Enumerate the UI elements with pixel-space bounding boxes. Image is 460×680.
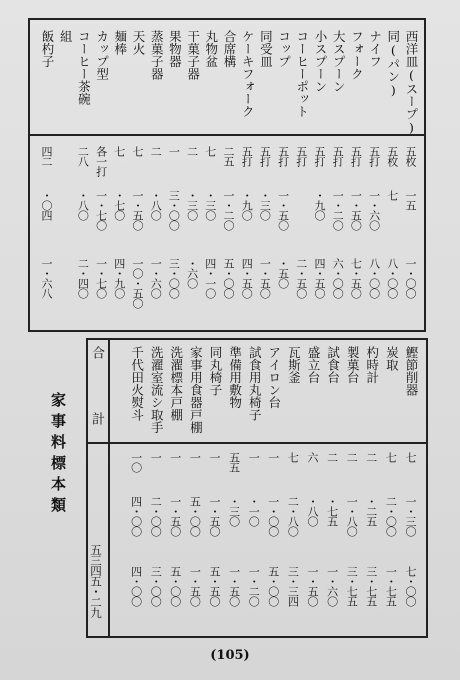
table1-item-label: 組 <box>58 30 74 43</box>
table1-item-label: 西洋皿(スープ) <box>404 30 419 135</box>
table2-unit-price: ・三〇 <box>227 496 241 526</box>
table2-unit-price: 五・〇〇 <box>188 496 202 536</box>
table2-unit-price: ・一〇 <box>247 496 261 526</box>
table2-quantity: 一 <box>149 452 163 462</box>
table1-amount: 一・六〇 <box>149 258 163 298</box>
table1-amount: 一・五〇 <box>258 258 272 298</box>
table1-quantity: 五打 <box>294 146 308 166</box>
table2-item-label: 同丸椅子 <box>208 346 223 396</box>
table1-unit-price: 一・二〇 <box>222 190 235 230</box>
table1-quantity: 五打 <box>276 146 290 166</box>
table2-header-divider <box>86 442 426 444</box>
table1-item-label: 麺棒 <box>112 30 128 55</box>
table2-quantity: 七 <box>404 452 417 462</box>
table1-quantity: 五枚 <box>385 146 399 166</box>
table1-unit-price: ・三〇 <box>258 190 272 220</box>
table2-amount: 一・七五 <box>384 566 398 606</box>
table1-item-label: 蒸菓子器 <box>149 30 165 80</box>
table2-quantity: 七 <box>384 452 398 462</box>
table2-item-label: 準備用敷物 <box>227 346 243 409</box>
table1-item-label: カップ型 <box>94 30 110 80</box>
table1-unit-price: 一・五〇 <box>131 190 144 230</box>
table2-amount: 三・〇〇 <box>149 566 163 606</box>
table1-unit-price: ・九〇 <box>313 190 326 220</box>
table2-unit-price: 一・五〇 <box>208 496 221 536</box>
table2-item-label: 杓時計 <box>364 346 380 384</box>
table1-amount: 二・五〇 <box>294 258 308 298</box>
table2-amount: 一・六〇 <box>325 566 339 606</box>
side-title: 家事料標本類 <box>49 392 67 518</box>
table1-quantity: 四二 <box>40 146 53 166</box>
table1-item-label: コップ <box>276 30 292 68</box>
table1-amount: 一・七〇 <box>94 258 108 298</box>
table2-quantity: 一 <box>247 452 261 462</box>
table2-quantity: 二 <box>345 452 359 462</box>
table1-unit-price: ・〇四 <box>40 190 53 220</box>
table2-total-divider <box>108 338 110 636</box>
table1-item-label: 大スプーン <box>331 30 347 93</box>
table1-amount: 五・〇〇 <box>222 258 235 298</box>
table1-item-label: 同受皿 <box>258 30 274 68</box>
table1-amount: 四・五〇 <box>240 258 254 298</box>
table1-amount: ・五〇 <box>276 258 290 288</box>
table1-item-label: 合席構 <box>222 30 237 68</box>
table1-amount: 四・一〇 <box>203 258 217 298</box>
table1-unit-price: ・九〇 <box>240 190 254 220</box>
table2-amount: 一・五〇 <box>227 566 241 606</box>
table2-item-label: 瓦斯釜 <box>286 346 302 384</box>
table1-item-label: 小スプーン <box>313 30 328 93</box>
table1-amount: 八・〇〇 <box>385 258 399 298</box>
table1-item-label: 果物器 <box>167 30 183 68</box>
table2-quantity: 二 <box>364 452 378 462</box>
table1-item-label: ケーキフォーク <box>240 30 256 118</box>
table1-quantity: 五打 <box>349 146 363 166</box>
table1-amount: 一〇・五〇 <box>131 258 144 308</box>
table2-amount: 一・五〇 <box>306 566 319 606</box>
table2-item-label: 鰹節削器 <box>404 346 419 396</box>
table1-item-label: ナイフ <box>367 30 383 68</box>
table1-unit-price: 三・〇〇 <box>167 190 181 230</box>
table1-quantity: 七 <box>131 146 144 156</box>
table1-unit-price: 一・五〇 <box>349 190 363 230</box>
table1-quantity: 五枚 <box>404 146 417 166</box>
table2-quantity: 六 <box>306 452 319 462</box>
table2-item-label: 製菓台 <box>345 346 361 384</box>
table2-quantity: 二 <box>325 452 339 462</box>
table1-item-label: 干菓子器 <box>185 30 201 80</box>
table2-quantity: 一 <box>188 452 202 462</box>
table1-amount: 一・〇〇 <box>404 258 417 298</box>
table1-quantity: 二五 <box>222 146 235 166</box>
table2-item-label: 家事用食器戸棚 <box>188 346 204 434</box>
table2-unit-price: ・七五 <box>325 496 339 526</box>
table1-quantity: 二 <box>185 146 199 156</box>
table2-unit-price: 二・〇〇 <box>149 496 163 536</box>
table2-amount: 七・〇〇 <box>404 566 417 606</box>
table1-amount: 六・〇〇 <box>331 258 345 298</box>
table2-item-label: 試食台 <box>325 346 341 384</box>
table2-quantity: 一 <box>208 452 221 462</box>
table1-quantity: 各一打 <box>94 146 108 176</box>
table1-item-label: 同(パン) <box>385 30 401 98</box>
table2-item-label: 洗濯標本戸棚 <box>168 346 184 421</box>
table2-item-label: 試食用丸椅子 <box>247 346 263 421</box>
table2-unit-price: 一・三〇 <box>404 496 417 536</box>
table2-amount: 一・五〇 <box>188 566 202 606</box>
table1-quantity: 七 <box>112 146 126 156</box>
table2-unit-price: 四・〇〇 <box>129 496 143 536</box>
table2-amount: 四・〇〇 <box>129 566 143 606</box>
table2-amount: 一・二〇 <box>247 566 261 606</box>
table1-quantity: 五打 <box>240 146 254 166</box>
table2-total-label-top: 合 <box>89 346 104 359</box>
table1-quantity: 五打 <box>331 146 345 166</box>
table1-amount: 八・〇〇 <box>367 258 381 298</box>
table1-header-divider <box>28 134 424 136</box>
table2-quantity: 五五 <box>227 452 241 472</box>
table1-item-label: フォーク <box>349 30 365 80</box>
table1-unit-price: 一・七〇 <box>94 190 108 230</box>
table1-amount: 四・九〇 <box>112 258 126 298</box>
table1-unit-price: ・三〇 <box>185 190 199 220</box>
table2-item-label: 千代田火熨斗 <box>129 346 145 421</box>
table2-quantity: 一 <box>266 452 280 462</box>
table2-unit-price: 一・八〇 <box>345 496 359 536</box>
table1-item-label: 天火 <box>131 30 146 55</box>
table2-item-label: 炭取 <box>384 346 400 371</box>
table2-unit-price: 一・〇〇 <box>266 496 280 536</box>
table2-total-value: 五三四五・二九 <box>89 544 103 618</box>
table1-item-label: コーヒー茶碗 <box>76 30 92 105</box>
table2-quantity: 一 <box>168 452 182 462</box>
page-number: (105) <box>210 648 250 663</box>
table1-quantity: 一 <box>167 146 181 156</box>
table2-amount: 三・三四 <box>286 566 300 606</box>
table2-item-label: 洗濯室流シ取手 <box>149 346 165 434</box>
table1-unit-price: ・八〇 <box>76 190 90 220</box>
table1-unit-price: 七 <box>385 190 399 200</box>
table1-unit-price: 一五 <box>404 190 417 210</box>
table2-amount: 五・五〇 <box>208 566 221 606</box>
table1-amount: ・六〇 <box>185 258 199 288</box>
table1-quantity: 五打 <box>313 146 326 166</box>
table1-amount: 四・五〇 <box>313 258 326 298</box>
table1-quantity: 二 <box>149 146 163 156</box>
table2-unit-price: 二・八〇 <box>286 496 300 536</box>
table2-unit-price: 一・五〇 <box>168 496 182 536</box>
table1-unit-price: 一・二〇 <box>331 190 345 230</box>
table1-amount: 二・四〇 <box>76 258 90 298</box>
table2-item-label: 盛立台 <box>306 346 321 384</box>
table2-item-label: アイロン台 <box>266 346 282 409</box>
table2-unit-price: ・二五 <box>364 496 378 526</box>
table1-unit-price: ・三〇 <box>203 190 217 220</box>
table1-quantity: 七 <box>203 146 217 156</box>
table2-unit-price: 二・〇〇 <box>384 496 398 536</box>
table1-unit-price: 一・五〇 <box>276 190 290 230</box>
table1-amount: 三・〇〇 <box>167 258 181 298</box>
table1-amount: 七・五〇 <box>349 258 363 298</box>
table1-unit-price: ・八〇 <box>149 190 163 220</box>
table2-quantity: 七 <box>286 452 300 462</box>
table1-quantity: 二八 <box>76 146 90 166</box>
table1-unit-price: 一・六〇 <box>367 190 381 230</box>
table1-item-label: 飯杓子 <box>40 30 55 68</box>
table2-amount: 五・〇〇 <box>168 566 182 606</box>
table1-amount: 一・六八 <box>40 258 53 298</box>
table1-quantity: 五打 <box>258 146 272 166</box>
table2-amount: 三・七五 <box>345 566 359 606</box>
table2-amount: 五・〇〇 <box>266 566 280 606</box>
table1-item-label: 丸物盆 <box>203 30 219 68</box>
table1-quantity: 五打 <box>367 146 381 166</box>
table2-quantity: 一〇 <box>129 452 143 472</box>
table1-unit-price: ・七〇 <box>112 190 126 220</box>
table1-item-label: コーヒーポット <box>294 30 310 118</box>
table2-amount: 三・七五 <box>364 566 378 606</box>
table2-unit-price: ・八〇 <box>306 496 319 526</box>
table2-total-label-bottom: 計 <box>89 412 104 425</box>
